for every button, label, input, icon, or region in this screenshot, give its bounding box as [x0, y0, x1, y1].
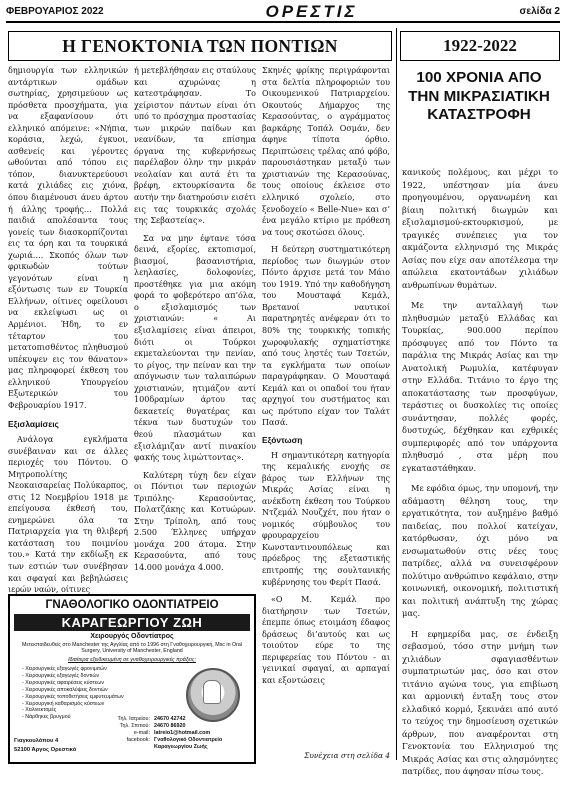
ad-role: Χειρουργός Οδοντίατρος — [90, 633, 174, 640]
paragraph: Η εφημερίδα μας, σε ένδειξη σεβασμού, τόσο στην μνήμη των χιλιάδων σφαγιασθέντων συμπατριωτών μας, όσο και στον τιτάνιο αγώνα τους, για επιβίωση και αρμονική ένταξη τους στον ελλαδικό κορμό, ξεκινάει από αυτό το τεύχος την δημοσίευση σχετικών άρθρων, που αναφέρονται στη Γενοκτονία του Ελληνισμού της Μικράς Ασίας και στις αλησμόνητες πατρίδες, που άφησαν πίσω τους. — [402, 628, 558, 776]
contact-value: latreio1@hotmail.com — [154, 729, 211, 736]
list-item: - Χαλινεκτομές — [22, 707, 124, 714]
issue-date: ΦΕΒΡΟΥΑΡΙΟΣ 2022 — [6, 6, 104, 17]
list-item: - Χειρουργικές τοποθετήσεις εμφυτευμάτων — [22, 694, 124, 701]
list-item: - Χειρουργικές αφαιρέσεις κύστεων — [22, 680, 124, 687]
contact-label: Τηλ. Ιατρείου: — [117, 716, 150, 722]
continued-note: Συνέχεια στη σελίδα 4 — [304, 751, 390, 760]
list-item: - Χειρουργική καθαρισμός κύστεων — [22, 701, 124, 708]
article-column-3 — [262, 65, 390, 686]
ad-specialties-list — [22, 666, 124, 721]
ad-studies: Μετεκπαιδευθείς στο Manchester της Αγγλίας από το 1996 στη Γναθοχειρουργική, Msc in Oral Surgery, University of Manchester, England — [22, 642, 242, 655]
header-rule — [6, 21, 560, 23]
contact-value: 24670 86920 — [154, 722, 186, 729]
address-line: Γιαγκουλόπου 4 — [14, 738, 59, 744]
paragraph: Σκηνές φρίκης περιγράφονται στα δελτία πληροφοριών του Οικουμενικού Πατριαρχείου. Οκουτούς Δήμαρχος της Κερασούντας, ο αγράμματος βαρκάρης Τοπάλ Οσμάν, δεν άφηνε τίποτα όρθιο. Περιπτώσεις τρέλας από φόβο, παρουσιάστηκαν μεταξύ των χριστιανών της Κερασούνας, τους οποίους έκλεισε στο ελληνικό σχολείο, στο ξενοδοχείο « Belle-Nue» και σ’ ένα μεγάλο κτίριο με πρόθεση να τους σκοτώσει όλους. — [262, 66, 390, 237]
contact-label: Τηλ. Σπιτιού: — [119, 722, 150, 729]
dentist-advertisement — [8, 594, 256, 764]
contact-label: e-mail: — [133, 729, 150, 736]
address-line: 52100 Άργος Ορεστικό — [14, 746, 77, 753]
paragraph: δημιουργία των ελληνικών αντάρτικων ομάδων σωτηρίας, χρησιμεύουν ως πρόσθετα προσχήματα, για να εξαφανίσουν ότι ελληνικό απόμεινε: «Νήπια, κοράσια, λεχώ, έγκυοι, ασθενείς και γέροντες ωθούνται από τόπου εις τόπον, διανυκτερεύουσι κατά χιλιάδες εις χιόνα, όπου διαμένουσι άνευ άρτου ή άλλης τροφής… Πολλά παιδιά απολέσαντα τους γονείς των διασκορπίζονται εις τα όρη και τα τουρκικά χωριά…. Σκοπός όλων των φρικωδών τούτων γεγονότων είναι η εξόντωσις των εν Τουρκία Ελλήνων, οίτινες οφείλουσι να εκλείψωσι ως οι Αρμένιοι. Ήδη, το εν τέταρτον του μετατοπισθέντος πληθυσμού υπέκυψεν εις τον θάνατον» μας πληροφορεί έκθεση του ελληνικού Υπουργείου Εξωτερικών του Φεβρουαρίου 1917. — [8, 66, 128, 410]
paragraph: «Ο Μ. Κεμάλ προ διατήρησιν των Τσετών, έπεμπε όπως ετοιμάση έδαφος δράσεως δι’αυτούς και ως τοιούτον εύρε το της περιφερείας του Πόντου - αι γεινικαί σφαγαί, αι αρπαγαί και εξοντώσεις — [262, 595, 390, 685]
ad-name: ΚΑΡΑΓΕΩΡΓΙΟΥ ΖΩΗ — [14, 614, 250, 631]
contact-row — [96, 730, 254, 737]
section-heading: Εξισλαμίσεις — [8, 419, 59, 430]
column-divider — [396, 28, 397, 760]
paragraph: Με εφόδια όμως, την υπομονή, την αδάμαστη θέληση τους, την εργατικότητα, τον αυξημένο βαθμό παιδείας, που πολλοί κατείχαν, κατόρθωσαν, όχι μόνο να ενσωματωθούν στις νέες τους πατρίδες, αλλά να συνεισφέρουν πολύτιμο ανθρώπινο κεφάλαιο, στην κοινωνική, οικονομική, πολιτιστική και πολιτική ανάπτυξη της χώρας μας. — [402, 483, 558, 618]
paragraph: Με την ανταλλαγή των πληθυσμών μεταξύ Ελλάδας και Τουρκίας, 900.000 περίπου πρόσφυγες από τον Πόντο τα παράλια της Μικράς Ασίας και την Ανατολική Ρωμυλία, κατέφυγαν στην Ελλάδα. Τιτάνιο το έργο της αποκατάστασης των προσφύγων, τεράστιες οι δυσκολίες τις οποίες συνάντησαν, πολλές φορές, δυστυχώς, δέχθηκαν και εχθρικές συμπεριφορές από τον υπάρχοντα πληθυσμό , στα μέρη που εγκαταστάθηκαν. — [402, 300, 558, 473]
paragraph: Σα να μην έφτανε τόσα δεινά, εξορίες, εκτοπισμοί, βιασμοί, βασανιστήρια, λεηλασίες, δολοφονίες, προστέθηκε για μια ακόμη φορά το φοβερότερο απ’όλα, ο εξισλαμισμός των χριστιανών: « Αι εξισλαμίσεις είναι άπειροι, διότι οι Τούρκοι εκμεταλεύονται την πενίαν, το ρίγος, την πείναν και την απόγνωσιν των ταλαιπώρων χριστιανών, ητιμάζον αντί 100δραμίων άρτου τας δεκαετείς θυγατέρας και τέκνα των δυστυχών του θεού πλασμάτων και εξισλάμιζαν αντί πινακίου φακής τους λιμώττοντας». — [134, 233, 256, 463]
contact-label: facebook: — [126, 736, 150, 743]
paragraph: Καλύτερη τύχη δεν είχαν οι Πόντιοι των περιοχών Τριπόλης- Κερασούντας, Πολατζάκης και Κοτυώρων. Στην Τρίπολη, από τους 2.500 Έλληνες υπήρχαν μονάχα 200 άτομα. Στην Κερασούντα, από τους 14.000 μονάχα 4.000. — [134, 470, 256, 572]
anniversary-headline: 100 ΧΡΟΝΙΑ ΑΠΟ ΤΗΝ ΜΙΚΡΑΣΙΑΤΙΚΗ ΚΑΤΑΣΤΡΟΦΗ — [408, 69, 550, 123]
ad-title: ΓΝΑΘΟΛΟΓΙΚΟ ΟΔΟΝΤΙΑΤΡΕΙΟ — [45, 599, 219, 611]
contact-value: Γναθολογικό Οδοντιατρείο Καραγεωργίου Ζωής — [154, 736, 223, 750]
contact-row — [96, 737, 254, 751]
paragraph: ή μετεβλήθησαν εις σταύλους και αχυρώνας η κατεστράφησαν. Το χείριστον πάντων είναι ότι υπό το πρόσχημα προστασίας των μικρών παίδων και νεανίδων, τα επίσημα όργανα της κυβερνήσεως παρέλαβον όλην την μικράν νεολαίαν και αυτά έτι τα βρέφη, εκτουρκίσαντα δε αυτήν την διατηρούσιν εισέτι εις τας τουρκικάς σχολάς της Σεβαστείας». — [134, 66, 257, 226]
tooth-icon — [203, 680, 221, 704]
list-item: - Χειρουργικές εξαγωγές δοντιών — [22, 673, 124, 680]
ad-specialties-title: Ιδιαίτερα εξειδικευμένη σε γναθοχειρουργικές πράξεις: — [68, 657, 196, 663]
newspaper-logo: ΟΡΕΣΤΙΣ — [265, 1, 358, 21]
ad-contacts — [96, 716, 254, 751]
article-column-2 — [134, 65, 256, 574]
anniversary-title: 1922-2022 — [400, 31, 560, 61]
ad-address — [14, 737, 76, 754]
contact-value: 24670 42742 — [154, 716, 186, 722]
article-column-1 — [8, 65, 128, 596]
contact-row — [96, 723, 254, 730]
anniversary-article — [402, 166, 558, 786]
article-title: Η ΓΕΝΟΚΤΟΝΙΑ ΤΩΝ ΠΟΝΤΙΩΝ — [8, 31, 392, 61]
page-number: σελίδα 2 — [519, 6, 560, 17]
page-header — [6, 1, 560, 21]
paragraph: Η σημαντικότερη κατηγορία της κεμαλικής ενοχής σε βάρος των Ελλήνων της Μικράς Ασίας είναι η ανέκδοτη έκθεση του Τούρκου Ντζεμάλ Νουζχέτ, που ήταν ο νομικός σύμβουλος του φρουραρχείου Κωνσταντινουπόλεως και πρόεδρος της εξεταστικής επιτροπής της σουλτανικής κυβέρνησης του Φερίτ Πασά. — [262, 450, 390, 587]
section-heading: Εξόντωση — [262, 434, 303, 445]
contact-row — [96, 716, 254, 723]
list-item: - Χειρουργικές εξαγωγές φρονιμιτών — [22, 666, 124, 673]
list-item: - Νάρθηκες βρυγμού — [22, 714, 124, 721]
paragraph: Η δεύτερη συστηματικότερη περίοδος των διωγμών στον Πόντο άρχισε μετά τον Μάιο του 1919. Υπό την καθοδήγηση του Μουσταφά Κεμάλ, Βρετανοί ναυτικοί παρατηρητές ανέφεραν ότι το 80% της τουρκικής τοπικής χωροφυλακής σχηματίστηκε από τους ληστές των Τσετών, τα εγκλήματα των οποίων παραγράφηκαν. Ο Μουσταφά Κεμάλ και οι οπαδοί του ήταν αρχηγοί του συστήματος και ως πρότυπο είχαν τον Ταλάτ Πασά. — [262, 245, 390, 428]
paragraph: Ανάλογα εγκλήματα συνέβαιναν και σε άλλες περιοχές του Πόντου. Ο Μητροπολίτης Νεοκαισαρείας Πολύκαρπος, στις 12 Νοεμβρίου 1918 με επείγουσα έκθεσή του, ενημερώνει όλα τα Πατριαρχεία για τη θλιβερή κατάσταση του ποιμνίου του.» Κατά την εκδίωξη εκ των εστιών των συνέβησαν και σφαγαί και βεβηλώσεις ιερών ναών, οίτινες — [8, 434, 128, 595]
paragraph: κανικούς πολέμους, και μέχρι το 1922, υπέστησαν μία άνευ προηγουμένου, οργανωμένη και βίαιη πολιτική διωγμών και εξισλαμισμού-εκτουρκισμού, με τραγικές συνέπειες για τον ακμάζοντα ελληνισμό της Μικράς Ασίας που είχε σαν αποτέλεσμα την απώλεια εκατοντάδων χιλιάδων ανθρωπίνων θυμάτων. — [402, 167, 558, 290]
list-item: - Χειρουργικές αποκαλύψεις δοντιών — [22, 687, 124, 694]
